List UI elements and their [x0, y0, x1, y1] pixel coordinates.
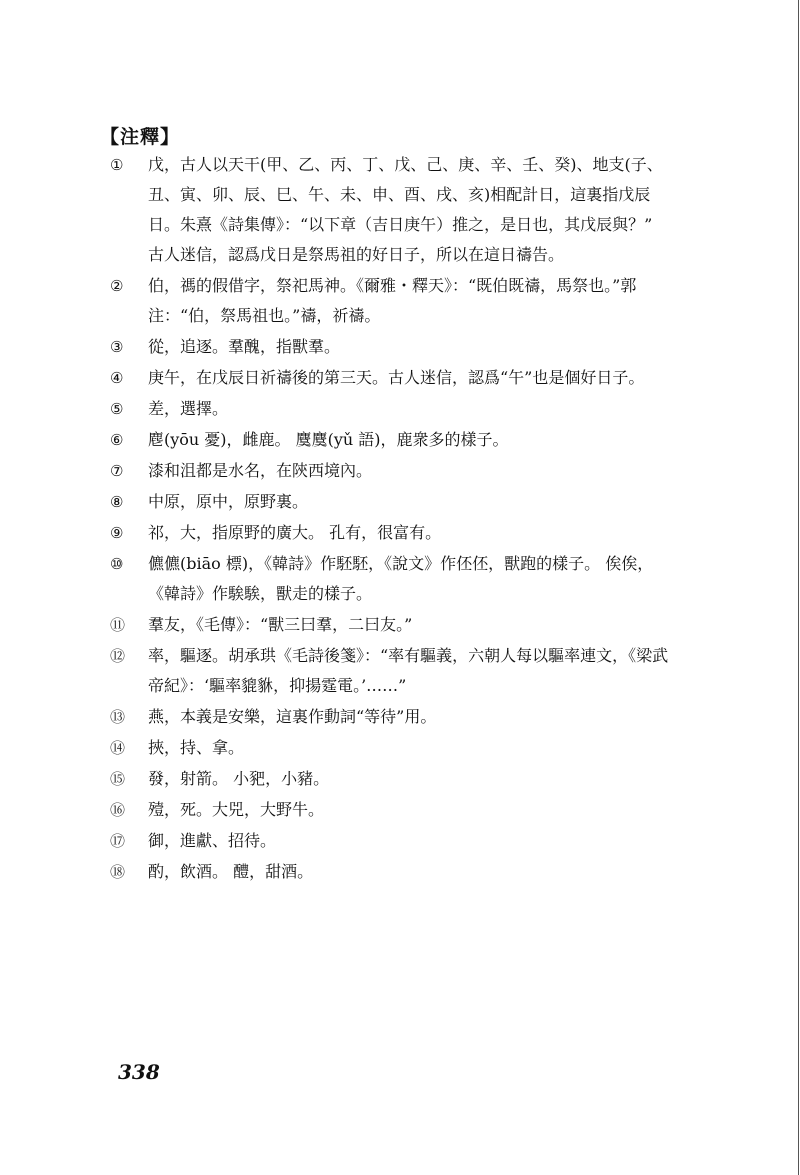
- page-number: 338: [118, 1060, 160, 1084]
- note-item: [110, 764, 670, 794]
- note-number: ⑱: [110, 863, 126, 881]
- note-number: ⑫: [110, 647, 126, 665]
- note-text: 羣友，《毛傳》：“獸三曰羣，二曰友。”: [148, 615, 413, 634]
- note-text: 差，選擇。: [148, 399, 229, 418]
- note-number: ⑰: [110, 832, 126, 850]
- note-item: [110, 549, 670, 609]
- note-text: 庚午，在戊辰日祈禱後的第三天。古人迷信，認爲“午”也是個好日子。: [148, 368, 645, 387]
- note-number: ②: [110, 277, 124, 295]
- note-number: ⑧: [110, 493, 124, 511]
- note-text: 酌，飲酒。 醴，甜酒。: [148, 862, 314, 881]
- note-number: ⑥: [110, 431, 124, 449]
- note-text: 挾，持、拿。: [148, 738, 245, 757]
- note-number: ⑩: [110, 555, 124, 573]
- note-item: [110, 610, 670, 640]
- note-text: 率，驅逐。胡承珙《毛詩後箋》：“率有驅義，六朝人每以驅率連文，《梁武帝紀》：‘驅率貔貅，抑揚霆電。’……”: [148, 646, 669, 695]
- note-item: [110, 332, 670, 362]
- note-number: ⑪: [110, 616, 126, 634]
- note-text: 戊，古人以天干(甲、乙、丙、丁、戊、己、庚、辛、壬、癸)、地支(子、丑、寅、卯、辰、巳、午、未、申、酉、戌、亥)相配計日，這裏指戊辰日。朱熹《詩集傳》：“以下章（吉日庚午）推之，是日也，其戊辰與？” 古人迷信，認爲戊日是祭馬祖的好日子，所以在這日禱告。: [148, 155, 663, 264]
- note-item: [110, 425, 670, 455]
- note-number: ⑮: [110, 770, 126, 788]
- note-item: [110, 456, 670, 486]
- note-number: ⑬: [110, 708, 126, 726]
- note-text: 從，追逐。羣醜，指獸羣。: [148, 337, 341, 356]
- note-text: 祁，大，指原野的廣大。 孔有，很富有。: [148, 523, 442, 542]
- note-number: ①: [110, 156, 124, 174]
- note-text: 殪，死。大兕，大野牛。: [148, 800, 325, 819]
- note-text: 中原，原中，原野裏。: [148, 492, 309, 511]
- note-text: 漆和沮都是水名，在陝西境內。: [148, 461, 373, 480]
- note-text: 儦儦(biāo 標)，《韓詩》作駓駓，《說文》作伾伾，獸跑的樣子。 俟俟，《韓詩》作騃騃，獸走的樣子。: [148, 554, 654, 603]
- notes-heading: 【注釋】: [100, 126, 181, 148]
- note-text: 御，進獻、招待。: [148, 831, 277, 850]
- note-item: [110, 857, 670, 887]
- note-text: 燕，本義是安樂，這裏作動詞“等待”用。: [148, 707, 437, 726]
- page-edge-line: [798, 0, 799, 1175]
- note-number: ③: [110, 338, 124, 356]
- note-item: [110, 363, 670, 393]
- note-item: [110, 826, 670, 856]
- notes-list: [110, 150, 670, 888]
- note-item: [110, 150, 670, 270]
- note-number: ⑭: [110, 739, 126, 757]
- note-item: [110, 733, 670, 763]
- note-number: ⑦: [110, 462, 124, 480]
- note-text: 伯，禡的假借字，祭祀馬神。《爾雅・釋天》：“既伯既禱，馬祭也。”郭注：“伯，祭馬祖也。”禱，祈禱。: [148, 276, 637, 325]
- note-item: [110, 271, 670, 331]
- note-number: ⑯: [110, 801, 126, 819]
- note-number: ⑤: [110, 400, 124, 418]
- note-item: [110, 641, 670, 701]
- note-text: 麀(yōu 憂)，雌鹿。 麌麌(yǔ 語)，鹿衆多的樣子。: [148, 430, 509, 449]
- note-item: [110, 394, 670, 424]
- note-number: ④: [110, 369, 124, 387]
- note-number: ⑨: [110, 524, 124, 542]
- note-text: 發，射箭。 小豝，小豬。: [148, 769, 330, 788]
- note-item: [110, 795, 670, 825]
- note-item: [110, 487, 670, 517]
- note-item: [110, 702, 670, 732]
- note-item: [110, 518, 670, 548]
